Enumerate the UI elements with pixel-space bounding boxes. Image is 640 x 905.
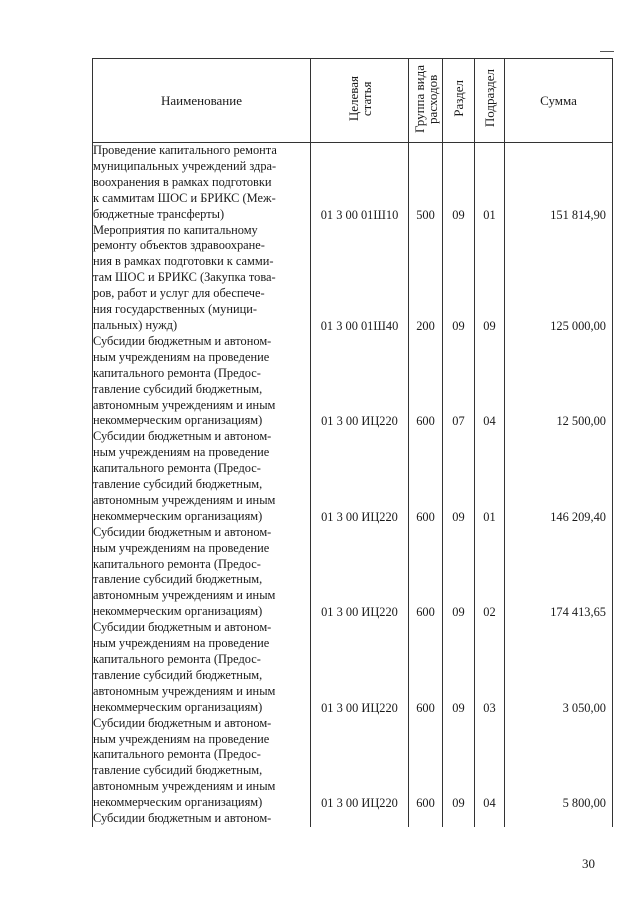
header-target-article-label: Целевая статья [345, 75, 374, 122]
row-subsection: 01 [475, 429, 505, 524]
header-expense-group [409, 59, 443, 143]
row-section: 07 [443, 334, 475, 429]
row-section: 09 [443, 525, 475, 620]
row-expense-group: 200 [409, 223, 443, 334]
row-section [443, 811, 475, 827]
row-sum: 5 800,00 [505, 716, 613, 811]
table-row [93, 429, 613, 524]
header-name: Наименование [93, 59, 311, 143]
row-expense-group: 600 [409, 716, 443, 811]
row-expense-group: 600 [409, 429, 443, 524]
row-name: Субсидии бюджетным и автоном- ным учреждениям на проведение капитального ремонта (Предос- тавление субсидий бюджетным, автономным учреждениям и иным некоммерческим организациям) [93, 620, 311, 715]
row-name: Субсидии бюджетным и автоном- ным учреждениям на проведение капитального ремонта (Предос- тавление субсидий бюджетным, автономным учреждениям и иным некоммерческим организациям) [93, 716, 311, 811]
row-section: 09 [443, 223, 475, 334]
row-target-article: 01 3 00 ИЦ220 [311, 716, 409, 811]
row-section: 09 [443, 143, 475, 223]
header-target-article [311, 59, 409, 143]
row-expense-group: 600 [409, 334, 443, 429]
row-target-article [311, 811, 409, 827]
row-subsection: 03 [475, 620, 505, 715]
header-subsection-label: Подраздел [482, 69, 497, 128]
row-expense-group: 600 [409, 525, 443, 620]
row-name: Субсидии бюджетным и автоном- [93, 811, 311, 827]
table-row [93, 334, 613, 429]
row-name: Субсидии бюджетным и автоном- ным учреждениям на проведение капитального ремонта (Предос- тавление субсидий бюджетным, автономным учреждениям и иным некоммерческим организациям) [93, 334, 311, 429]
row-target-article: 01 3 00 01Ш10 [311, 143, 409, 223]
row-section: 09 [443, 620, 475, 715]
row-expense-group [409, 811, 443, 827]
row-name: Проведение капитального ремонта муниципальных учреждений здра- воохранения в рамках подготовки к саммитам ШОС и БРИКС (Меж- бюджетные трансферты) [93, 143, 311, 223]
row-sum [505, 811, 613, 827]
row-section: 09 [443, 716, 475, 811]
page-corner-mark [600, 51, 614, 52]
budget-table [92, 58, 613, 827]
row-subsection: 04 [475, 334, 505, 429]
row-sum: 125 000,00 [505, 223, 613, 334]
row-subsection: 01 [475, 143, 505, 223]
header-sum: Сумма [505, 59, 613, 143]
row-subsection: 04 [475, 716, 505, 811]
table-row [93, 811, 613, 827]
row-sum: 3 050,00 [505, 620, 613, 715]
row-target-article: 01 3 00 ИЦ220 [311, 334, 409, 429]
row-name: Мероприятия по капитальному ремонту объектов здравоохране- ния в рамках подготовки к самми- там ШОС и БРИКС (Закупка това- ров, работ и услуг для обеспече- ния государственных (муници- пальных) нужд) [93, 223, 311, 334]
row-sum: 146 209,40 [505, 429, 613, 524]
row-subsection: 09 [475, 223, 505, 334]
table-row [93, 143, 613, 223]
header-section-label: Раздел [451, 80, 466, 117]
table-header [93, 59, 613, 143]
row-target-article: 01 3 00 ИЦ220 [311, 525, 409, 620]
table-row [93, 223, 613, 334]
header-subsection [475, 59, 505, 143]
row-sum: 12 500,00 [505, 334, 613, 429]
table-row [93, 716, 613, 811]
row-section: 09 [443, 429, 475, 524]
row-name: Субсидии бюджетным и автоном- ным учреждениям на проведение капитального ремонта (Предос- тавление субсидий бюджетным, автономным учреждениям и иным некоммерческим организациям) [93, 429, 311, 524]
row-sum: 174 413,65 [505, 525, 613, 620]
row-target-article: 01 3 00 ИЦ220 [311, 429, 409, 524]
row-sum: 151 814,90 [505, 143, 613, 223]
row-name: Субсидии бюджетным и автоном- ным учреждениям на проведение капитального ремонта (Предос- тавление субсидий бюджетным, автономным учреждениям и иным некоммерческим организациям) [93, 525, 311, 620]
row-target-article: 01 3 00 01Ш40 [311, 223, 409, 334]
header-expense-group-label: Группа вида расходов [411, 64, 440, 133]
row-subsection [475, 811, 505, 827]
row-expense-group: 600 [409, 620, 443, 715]
row-expense-group: 500 [409, 143, 443, 223]
page-number: 30 [582, 856, 595, 871]
header-section [443, 59, 475, 143]
table-body [93, 143, 613, 827]
header-row [93, 59, 613, 143]
row-target-article: 01 3 00 ИЦ220 [311, 620, 409, 715]
table-row [93, 525, 613, 620]
row-subsection: 02 [475, 525, 505, 620]
table-row [93, 620, 613, 715]
